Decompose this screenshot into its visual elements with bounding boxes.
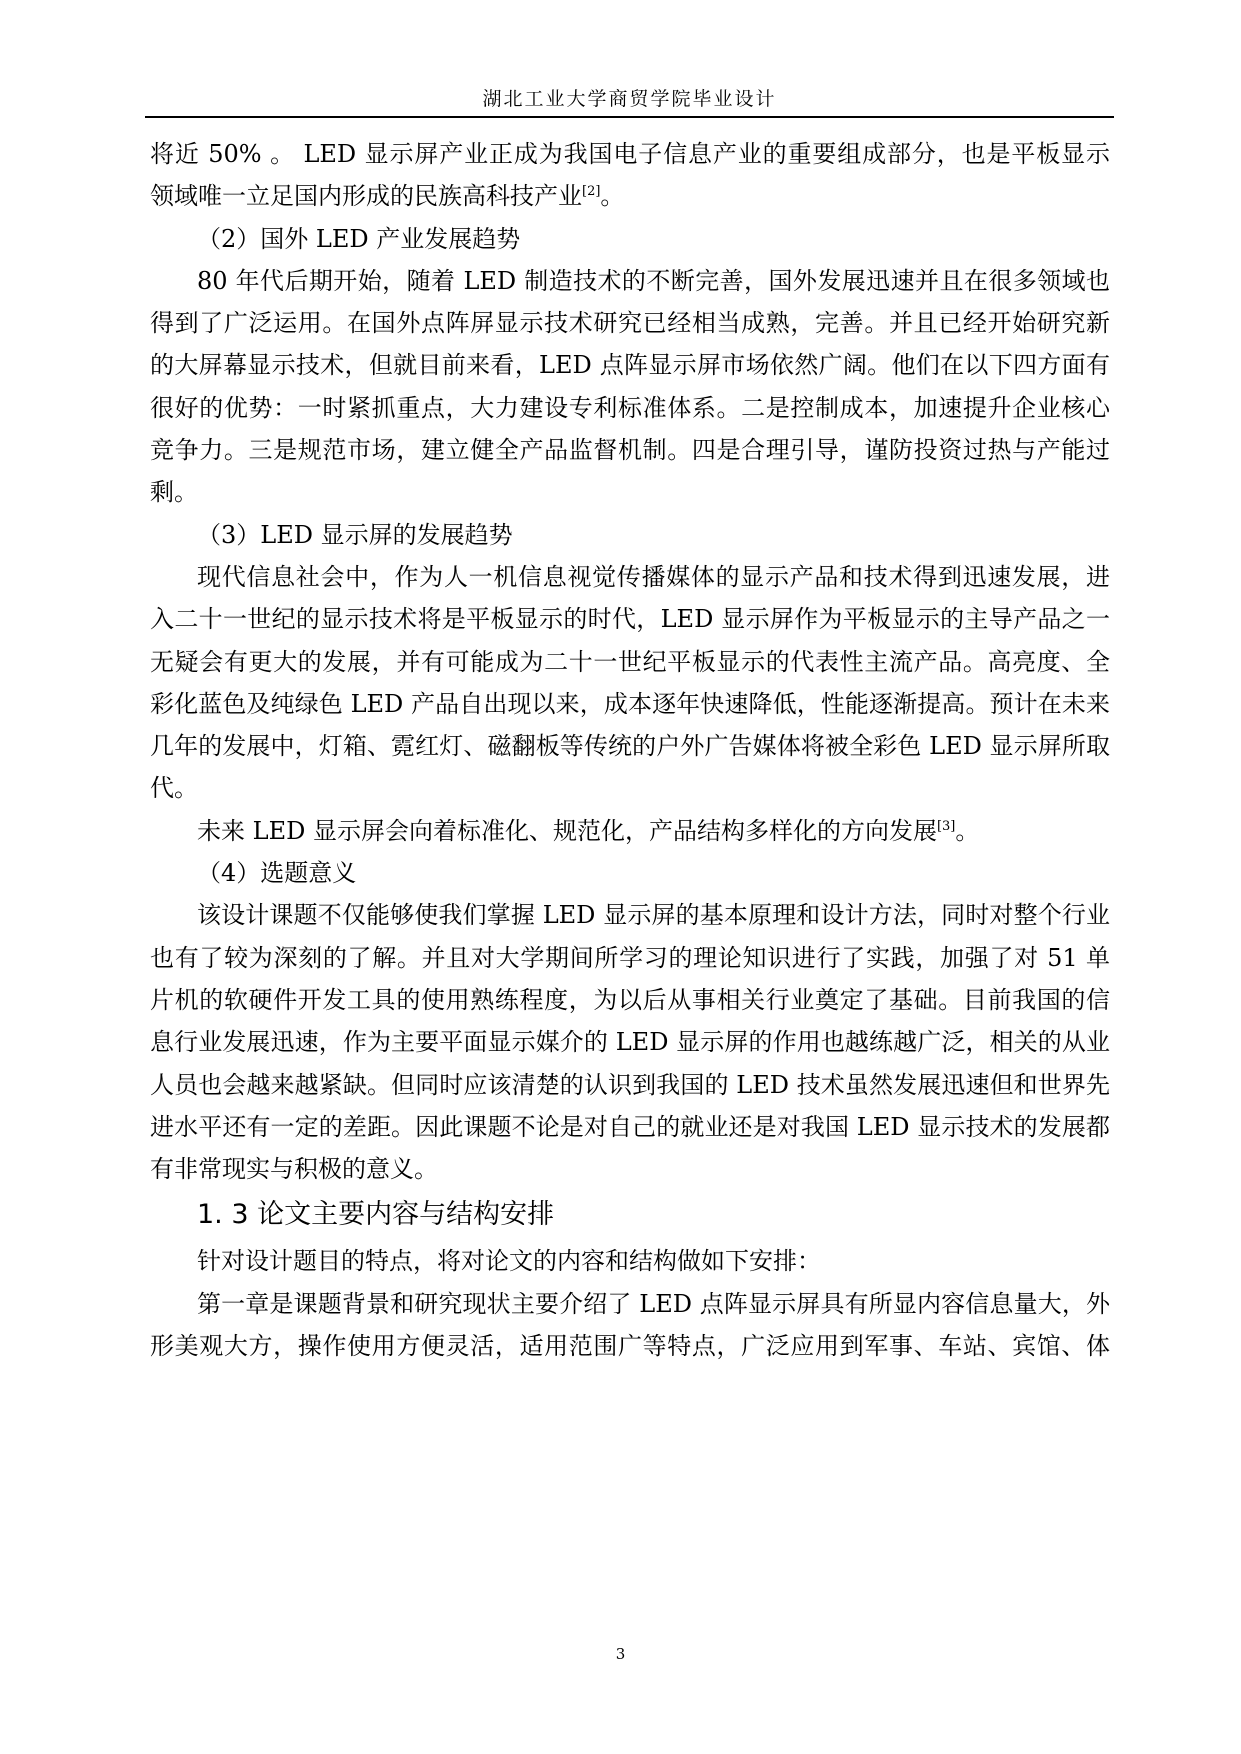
citation-ref: [3] bbox=[936, 818, 956, 834]
text-line: 无疑会有更大的发展，并有可能成为二十一世纪平板显示的代表性主流产品。高亮度、全 bbox=[150, 647, 1110, 676]
text-line: 现代信息社会中，作为人一机信息视觉传播媒体的显示产品和技术得到迅速发展，进 bbox=[197, 562, 1110, 591]
text-line: 片机的软硬件开发工具的使用熟练程度，为以后从事相关行业奠定了基础。目前我国的信 bbox=[150, 985, 1110, 1014]
subsection-label: （3）LED 显示屏的发展趋势 bbox=[197, 520, 513, 549]
subsection-label: （2）国外 LED 产业发展趋势 bbox=[197, 224, 521, 253]
section-heading: 1. 3 论文主要内容与结构安排 bbox=[197, 1199, 555, 1231]
text-line: 有非常现实与积极的意义。 bbox=[150, 1155, 438, 1184]
body-text bbox=[150, 133, 1110, 1367]
text-line: 该设计课题不仅能够使我们掌握 LED 显示屏的基本原理和设计方法，同时对整个行业 bbox=[197, 901, 1110, 930]
text-line: 第一章是课题背景和研究现状主要介绍了 LED 点阵显示屏具有所显内容信息量大，外 bbox=[197, 1289, 1110, 1318]
running-header: 湖北工业大学商贸学院毕业设计 bbox=[482, 88, 777, 110]
text-line: 针对设计题目的特点，将对论文的内容和结构做如下安排： bbox=[197, 1247, 821, 1276]
text-line: 的大屏幕显示技术，但就目前来看，LED 点阵显示屏市场依然广阔。他们在以下四方面有 bbox=[150, 351, 1110, 380]
text-line: 将近 50% 。 LED 显示屏产业正成为我国电子信息产业的重要组成部分，也是平板显示 bbox=[150, 140, 1110, 168]
citation-ref: [2] bbox=[582, 184, 601, 200]
text-line: 彩化蓝色及纯绿色 LED 产品自出现以来，成本逐年快速降低，性能逐渐提高。预计在未来 bbox=[150, 689, 1110, 718]
header-rule bbox=[145, 116, 1114, 118]
text-line: 领域唯一立足国内形成的民族高科技产业[2]。 bbox=[150, 182, 625, 211]
text-line: 进水平还有一定的差距。因此课题不论是对自己的就业还是对我国 LED 显示技术的发展都 bbox=[150, 1112, 1110, 1141]
text-line: 得到了广泛运用。在国外点阵屏显示技术研究已经相当成熟，完善。并且已经开始研究新 bbox=[150, 309, 1110, 338]
text-line: 80 年代后期开始，随着 LED 制造技术的不断完善，国外发展迅速并且在很多领域也 bbox=[197, 266, 1110, 295]
text-line: 形美观大方，操作使用方便灵活，适用范围广等特点，广泛应用到军事、车站、宾馆、体 bbox=[150, 1332, 1110, 1361]
page-number: 3 bbox=[615, 1645, 626, 1663]
text-line: 人员也会越来越紧缺。但同时应该清楚的认识到我国的 LED 技术虽然发展迅速但和世界先 bbox=[150, 1070, 1110, 1099]
text-line: 也有了较为深刻的了解。并且对大学期间所学习的理论知识进行了实践，加强了对 51 单 bbox=[150, 943, 1110, 972]
text-line: 代。 bbox=[150, 774, 198, 803]
text-line: 入二十一世纪的显示技术将是平板显示的时代，LED 显示屏作为平板显示的主导产品之一 bbox=[150, 605, 1110, 634]
text-line: 剩。 bbox=[150, 478, 198, 507]
text-line: 很好的优势：一时紧抓重点，大力建设专利标准体系。二是控制成本，加速提升企业核心 bbox=[150, 393, 1110, 422]
text-line: 几年的发展中，灯箱、霓红灯、磁翻板等传统的户外广告媒体将被全彩色 LED 显示屏所取 bbox=[150, 732, 1110, 761]
text-line: 未来 LED 显示屏会向着标准化、规范化，产品结构多样化的方向发展[3]。 bbox=[197, 816, 980, 845]
text-line: 竞争力。三是规范市场，建立健全产品监督机制。四是合理引导，谨防投资过热与产能过 bbox=[150, 436, 1110, 465]
text-line: 息行业发展迅速，作为主要平面显示媒介的 LED 显示屏的作用也越练越广泛，相关的从业 bbox=[150, 1028, 1110, 1057]
subsection-label: （4）选题意义 bbox=[197, 859, 357, 888]
